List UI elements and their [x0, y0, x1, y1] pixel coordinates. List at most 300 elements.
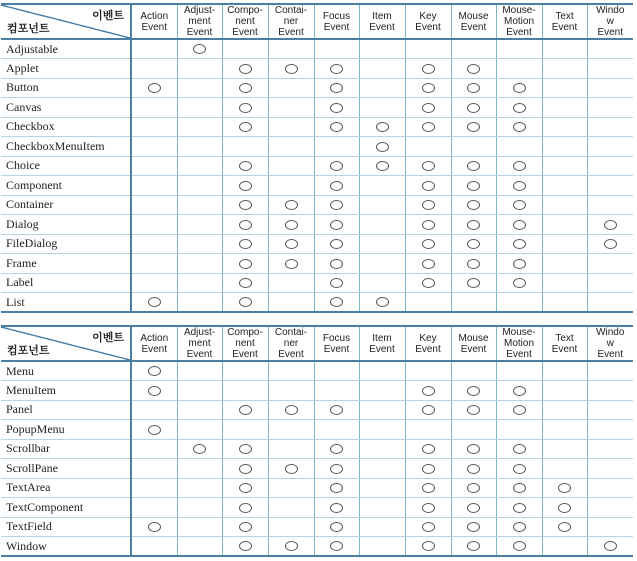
event-cell	[587, 254, 633, 274]
circle-icon	[239, 103, 252, 113]
column-header-actionevent	[131, 326, 177, 361]
event-cell	[451, 215, 496, 235]
event-cell	[177, 478, 222, 498]
event-cell	[451, 537, 496, 557]
column-header-line: nent	[235, 16, 255, 27]
column-header-line: Event	[323, 343, 350, 355]
event-cell	[177, 176, 222, 196]
circle-icon	[239, 444, 252, 454]
circle-icon	[467, 444, 480, 454]
table-row	[1, 498, 633, 518]
event-cell	[542, 400, 587, 420]
event-cell	[587, 478, 633, 498]
table-row	[1, 39, 633, 59]
event-cell	[405, 39, 451, 59]
event-cell	[268, 361, 314, 381]
circle-icon	[239, 83, 252, 93]
event-cell	[359, 420, 405, 440]
column-header-textevent	[542, 326, 587, 361]
event-cell	[496, 234, 542, 254]
event-cell	[359, 78, 405, 98]
event-cell	[359, 273, 405, 293]
event-cell	[268, 39, 314, 59]
circle-icon	[330, 464, 343, 474]
event-cell	[222, 498, 268, 518]
component-name: Scrollbar	[1, 439, 131, 459]
table-row	[1, 98, 633, 118]
event-cell	[314, 420, 359, 440]
event-cell	[177, 195, 222, 215]
circle-icon	[285, 464, 298, 474]
event-cell	[359, 117, 405, 137]
circle-icon	[513, 122, 526, 132]
event-cell	[587, 439, 633, 459]
event-cell	[587, 176, 633, 196]
event-cell	[405, 156, 451, 176]
circle-icon	[148, 366, 161, 376]
circle-icon	[239, 181, 252, 191]
event-cell	[587, 78, 633, 98]
event-cell	[587, 39, 633, 59]
event-cell	[359, 361, 405, 381]
circle-icon	[285, 541, 298, 551]
column-header-line: nent	[235, 338, 255, 349]
table-row	[1, 517, 633, 537]
event-cell	[268, 400, 314, 420]
column-header-line: ment	[188, 16, 211, 27]
circle-icon	[513, 464, 526, 474]
column-header-compo-nentevent	[222, 4, 268, 39]
event-cell	[496, 361, 542, 381]
event-cell	[131, 361, 177, 381]
component-name: Choice	[1, 156, 131, 176]
table-row	[1, 293, 633, 313]
event-cell	[359, 254, 405, 274]
event-cell	[359, 381, 405, 401]
event-cell	[451, 98, 496, 118]
column-header-line: w	[606, 338, 614, 349]
event-cell	[405, 293, 451, 313]
event-cell	[222, 537, 268, 557]
circle-icon	[148, 83, 161, 93]
circle-icon	[467, 161, 480, 171]
event-cell	[268, 420, 314, 440]
component-name: Dialog	[1, 215, 131, 235]
circle-icon	[513, 200, 526, 210]
column-header-line: w	[606, 16, 614, 27]
column-header-line: ner	[283, 338, 299, 349]
event-cell	[405, 195, 451, 215]
event-cell	[451, 195, 496, 215]
event-cell	[177, 273, 222, 293]
event-cell	[222, 59, 268, 79]
column-header-line: Windo	[596, 5, 625, 16]
table-row	[1, 537, 633, 557]
component-name: Window	[1, 537, 131, 557]
event-cell	[222, 420, 268, 440]
circle-icon	[330, 122, 343, 132]
circle-icon	[467, 122, 480, 132]
event-cell	[496, 478, 542, 498]
component-name: Checkbox	[1, 117, 131, 137]
event-cell	[496, 517, 542, 537]
event-cell	[542, 420, 587, 440]
event-cell	[542, 156, 587, 176]
event-cell	[222, 39, 268, 59]
event-cell	[131, 420, 177, 440]
component-name: TextComponent	[1, 498, 131, 518]
circle-icon	[239, 259, 252, 269]
corner-header	[1, 326, 131, 361]
event-cell	[314, 156, 359, 176]
event-cell	[405, 381, 451, 401]
event-cell	[177, 439, 222, 459]
circle-icon	[330, 405, 343, 415]
event-cell	[131, 39, 177, 59]
column-header-contai-nerevent	[268, 4, 314, 39]
event-cell	[177, 215, 222, 235]
circle-icon	[330, 541, 343, 551]
column-header-line: Event	[369, 21, 395, 33]
event-cell	[222, 478, 268, 498]
circle-icon	[513, 259, 526, 269]
event-cell	[314, 517, 359, 537]
event-cell	[451, 361, 496, 381]
column-header-textevent	[542, 4, 587, 39]
event-cell	[542, 234, 587, 254]
column-header-line: Action	[140, 332, 169, 344]
column-header-line: Event	[506, 27, 532, 38]
event-cell	[405, 420, 451, 440]
event-cell	[177, 400, 222, 420]
circle-icon	[148, 522, 161, 532]
event-cell	[496, 254, 542, 274]
circle-icon	[467, 464, 480, 474]
component-name: FileDialog	[1, 234, 131, 254]
circle-icon	[239, 239, 252, 249]
table-row	[1, 478, 633, 498]
event-cell	[542, 293, 587, 313]
event-cell	[268, 156, 314, 176]
column-header-line: Text	[555, 10, 574, 22]
column-header-line: Event	[551, 343, 578, 355]
event-cell	[268, 381, 314, 401]
column-header-focusevent	[314, 4, 359, 39]
event-cell	[542, 361, 587, 381]
circle-icon	[422, 83, 435, 93]
event-cell	[222, 361, 268, 381]
event-cell	[177, 117, 222, 137]
column-header-line: Compo-	[227, 327, 263, 338]
corner-header	[1, 4, 131, 39]
event-cell	[587, 195, 633, 215]
event-cell	[314, 117, 359, 137]
event-cell	[542, 195, 587, 215]
component-name: Frame	[1, 254, 131, 274]
circle-icon	[330, 83, 343, 93]
event-cell	[222, 137, 268, 157]
event-cell	[542, 98, 587, 118]
event-cell	[451, 293, 496, 313]
event-cell	[587, 137, 633, 157]
event-cell	[405, 361, 451, 381]
event-cell	[177, 254, 222, 274]
event-cell	[268, 254, 314, 274]
event-cell	[314, 195, 359, 215]
event-cell	[268, 215, 314, 235]
header-row	[1, 4, 633, 39]
event-cell	[587, 59, 633, 79]
circle-icon	[422, 122, 435, 132]
event-cell	[405, 498, 451, 518]
column-header-line: Event	[186, 349, 213, 360]
event-cell	[222, 293, 268, 313]
table-row	[1, 215, 633, 235]
event-cell	[542, 254, 587, 274]
event-cell	[359, 537, 405, 557]
circle-icon	[422, 181, 435, 191]
column-header-contai-nerevent	[268, 326, 314, 361]
event-cell	[131, 137, 177, 157]
circle-icon	[330, 239, 343, 249]
event-cell	[131, 59, 177, 79]
circle-icon	[148, 425, 161, 435]
event-cell	[314, 361, 359, 381]
circle-icon	[239, 278, 252, 288]
column-header-adjust-mentevent	[177, 4, 222, 39]
event-cell	[451, 420, 496, 440]
event-cell	[542, 78, 587, 98]
circle-icon	[285, 200, 298, 210]
table-row	[1, 361, 633, 381]
circle-icon	[513, 181, 526, 191]
event-cell	[405, 537, 451, 557]
event-cell	[268, 98, 314, 118]
circle-icon	[604, 239, 617, 249]
event-cell	[359, 137, 405, 157]
event-cell	[222, 156, 268, 176]
column-header-line: Contai-	[274, 5, 308, 16]
circle-icon	[513, 278, 526, 288]
component-name: ScrollPane	[1, 459, 131, 479]
event-cell	[268, 517, 314, 537]
event-cell	[359, 215, 405, 235]
circle-icon	[330, 200, 343, 210]
event-cell	[177, 381, 222, 401]
circle-icon	[376, 297, 389, 307]
circle-icon	[330, 220, 343, 230]
circle-icon	[422, 522, 435, 532]
circle-icon	[422, 503, 435, 513]
circle-icon	[239, 220, 252, 230]
circle-icon	[467, 386, 480, 396]
event-cell	[451, 156, 496, 176]
component-name: Applet	[1, 59, 131, 79]
event-cell	[222, 459, 268, 479]
circle-icon	[239, 200, 252, 210]
circle-icon	[558, 503, 571, 513]
event-cell	[451, 400, 496, 420]
event-cell	[587, 537, 633, 557]
event-cell	[587, 361, 633, 381]
circle-icon	[193, 444, 206, 454]
circle-icon	[422, 278, 435, 288]
event-cell	[314, 273, 359, 293]
event-cell	[268, 176, 314, 196]
circle-icon	[239, 297, 252, 307]
circle-icon	[330, 161, 343, 171]
event-cell	[405, 254, 451, 274]
event-cell	[359, 293, 405, 313]
event-cell	[451, 273, 496, 293]
event-cell	[587, 459, 633, 479]
component-name: Container	[1, 195, 131, 215]
table-row	[1, 176, 633, 196]
circle-icon	[239, 541, 252, 551]
event-cell	[451, 498, 496, 518]
component-name: List	[1, 293, 131, 313]
circle-icon	[513, 239, 526, 249]
component-name: PopupMenu	[1, 420, 131, 440]
event-cell	[405, 459, 451, 479]
event-cell	[268, 117, 314, 137]
event-cell	[177, 420, 222, 440]
circle-icon	[193, 44, 206, 54]
circle-icon	[239, 161, 252, 171]
column-header-mouse-motionevent	[496, 326, 542, 361]
event-cell	[542, 498, 587, 518]
column-header-line: Event	[232, 349, 258, 360]
column-header-line: Focus	[322, 332, 351, 344]
column-header-line: Key	[419, 332, 437, 344]
event-cell	[131, 98, 177, 118]
event-cell	[268, 478, 314, 498]
event-cell	[177, 537, 222, 557]
event-cell	[359, 39, 405, 59]
event-cell	[314, 381, 359, 401]
column-header-line: Mouse-	[502, 327, 536, 338]
circle-icon	[422, 220, 435, 230]
event-cell	[222, 195, 268, 215]
circle-icon	[467, 220, 480, 230]
event-cell	[359, 195, 405, 215]
circle-icon	[422, 259, 435, 269]
column-header-line: Event	[506, 349, 532, 360]
event-cell	[542, 215, 587, 235]
event-cell	[359, 517, 405, 537]
circle-icon	[422, 200, 435, 210]
column-header-line: Event	[278, 27, 304, 38]
column-header-line: Event	[141, 21, 168, 33]
circle-icon	[239, 405, 252, 415]
event-cell	[177, 59, 222, 79]
event-cell	[542, 39, 587, 59]
column-header-keyevent	[405, 4, 451, 39]
event-cell	[131, 478, 177, 498]
event-cell	[222, 78, 268, 98]
event-cell	[268, 234, 314, 254]
column-header-line: ment	[188, 338, 211, 349]
event-cell	[496, 98, 542, 118]
event-cell	[496, 39, 542, 59]
circle-icon	[422, 405, 435, 415]
event-cell	[268, 137, 314, 157]
event-cell	[222, 273, 268, 293]
event-cell	[451, 234, 496, 254]
table-row	[1, 78, 633, 98]
circle-icon	[513, 541, 526, 551]
circle-icon	[422, 161, 435, 171]
column-header-line: Mouse-	[502, 5, 536, 16]
column-header-line: Focus	[322, 10, 351, 22]
event-cell	[405, 78, 451, 98]
event-cell	[131, 381, 177, 401]
event-cell	[587, 117, 633, 137]
circle-icon	[376, 161, 389, 171]
event-cell	[451, 517, 496, 537]
event-cell	[451, 39, 496, 59]
event-cell	[314, 537, 359, 557]
circle-icon	[513, 220, 526, 230]
column-header-line: ner	[283, 16, 299, 27]
column-header-line: Event	[323, 21, 350, 33]
event-cell	[177, 361, 222, 381]
event-cell	[359, 59, 405, 79]
event-cell	[496, 459, 542, 479]
event-cell	[496, 537, 542, 557]
column-header-itemevent	[359, 4, 405, 39]
column-header-line: Item	[372, 332, 392, 344]
circle-icon	[239, 122, 252, 132]
event-cell	[314, 234, 359, 254]
table-row	[1, 420, 633, 440]
column-header-line: Event	[232, 27, 258, 38]
circle-icon	[604, 541, 617, 551]
circle-icon	[330, 503, 343, 513]
event-cell	[222, 98, 268, 118]
event-cell	[131, 293, 177, 313]
column-header-line: Key	[419, 10, 437, 22]
event-cell	[268, 537, 314, 557]
event-cell	[587, 293, 633, 313]
circle-icon	[148, 386, 161, 396]
event-cell	[587, 273, 633, 293]
event-cell	[314, 459, 359, 479]
event-cell	[496, 215, 542, 235]
event-cell	[177, 98, 222, 118]
event-cell	[451, 478, 496, 498]
column-header-line: Motion	[503, 338, 534, 349]
event-cell	[496, 195, 542, 215]
circle-icon	[467, 483, 480, 493]
event-cell	[359, 439, 405, 459]
circle-icon	[513, 503, 526, 513]
component-name: Panel	[1, 400, 131, 420]
event-cell	[359, 176, 405, 196]
circle-icon	[467, 259, 480, 269]
component-name: TextArea	[1, 478, 131, 498]
event-axis-label: 이벤트	[92, 9, 124, 22]
event-cell	[314, 254, 359, 274]
event-cell	[131, 215, 177, 235]
circle-icon	[330, 483, 343, 493]
event-cell	[587, 234, 633, 254]
event-cell	[131, 537, 177, 557]
column-header-line: Event	[186, 27, 213, 38]
component-name: MenuItem	[1, 381, 131, 401]
event-cell	[451, 381, 496, 401]
component-name: Label	[1, 273, 131, 293]
